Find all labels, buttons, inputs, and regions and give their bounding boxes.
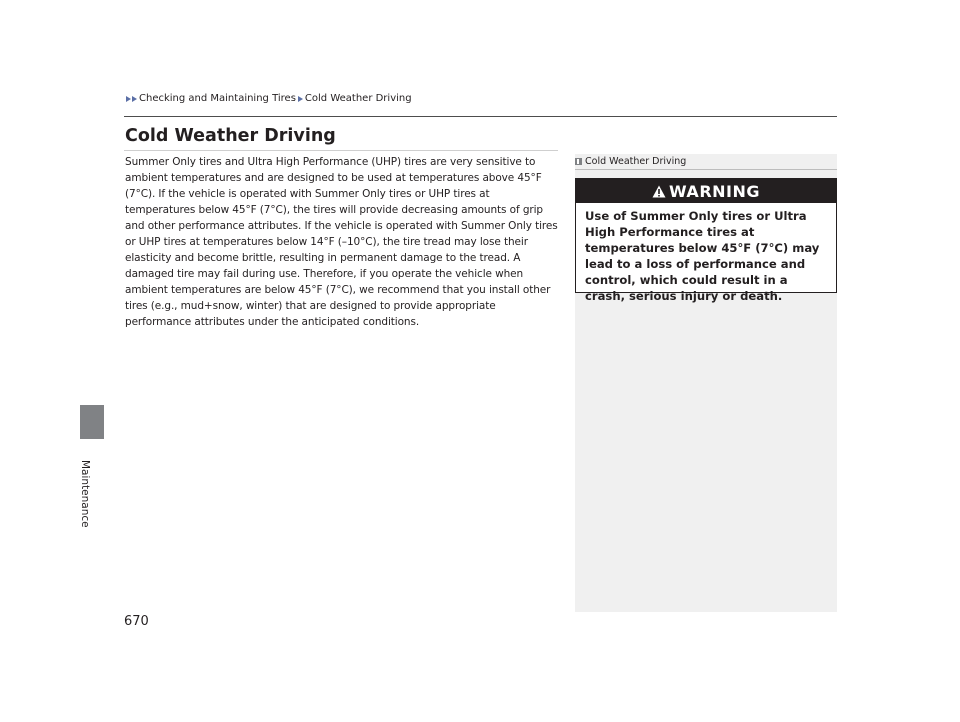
breadcrumb-item-current: Cold Weather Driving	[304, 93, 412, 104]
warning-text: Use of Summer Only tires or Ultra High Performance tires at temperatures below 45°F (7°C) may lead to a loss of performance and control, which could result in a crash, serious injury or death.	[585, 209, 820, 303]
header-divider	[124, 116, 837, 117]
section-label: Maintenance	[79, 460, 91, 528]
page-title: Cold Weather Driving	[125, 126, 336, 146]
warning-triangle-icon	[652, 185, 666, 198]
warning-header	[576, 179, 836, 203]
triangle-right-icon	[298, 96, 303, 102]
title-divider	[124, 150, 558, 151]
reference-icon	[575, 158, 582, 165]
triangle-right-icon	[132, 96, 137, 102]
body-paragraph: Summer Only tires and Ultra High Performance (UHP) tires are very sensitive to ambient temperatures and are designed to be used at temperatures above 45°F (7°C). If the vehicle is operated with Summer Only tires or UHP tires at temperatures below 45°F (7°C), the tires will provide decreasing amounts of grip and other performance attributes. If the vehicle is operated with Summer Only tires or UHP tires at temperatures below 14°F (–10°C), the tire tread may lose their elasticity and become brittle, resulting in permanent damage to the tread. A damaged tire may fail during use. Therefore, if you operate the vehicle when ambient temperatures are below 45°F (7°C), we recommend that you install other tires (e.g., mud+snow, winter) that are designed to provide appropriate performance attributes under the anticipated conditions.	[125, 156, 558, 328]
page-number: 670	[124, 614, 149, 629]
section-tab-marker	[80, 405, 104, 439]
triangle-right-icon	[126, 96, 131, 102]
side-note-divider	[575, 169, 837, 170]
warning-box	[575, 178, 837, 303]
breadcrumb-item-tires[interactable]: Checking and Maintaining Tires	[139, 93, 296, 104]
side-note-heading	[575, 156, 686, 167]
warning-label: WARNING	[669, 181, 760, 201]
side-note-heading-text: Cold Weather Driving	[585, 156, 687, 167]
breadcrumb	[125, 93, 413, 104]
